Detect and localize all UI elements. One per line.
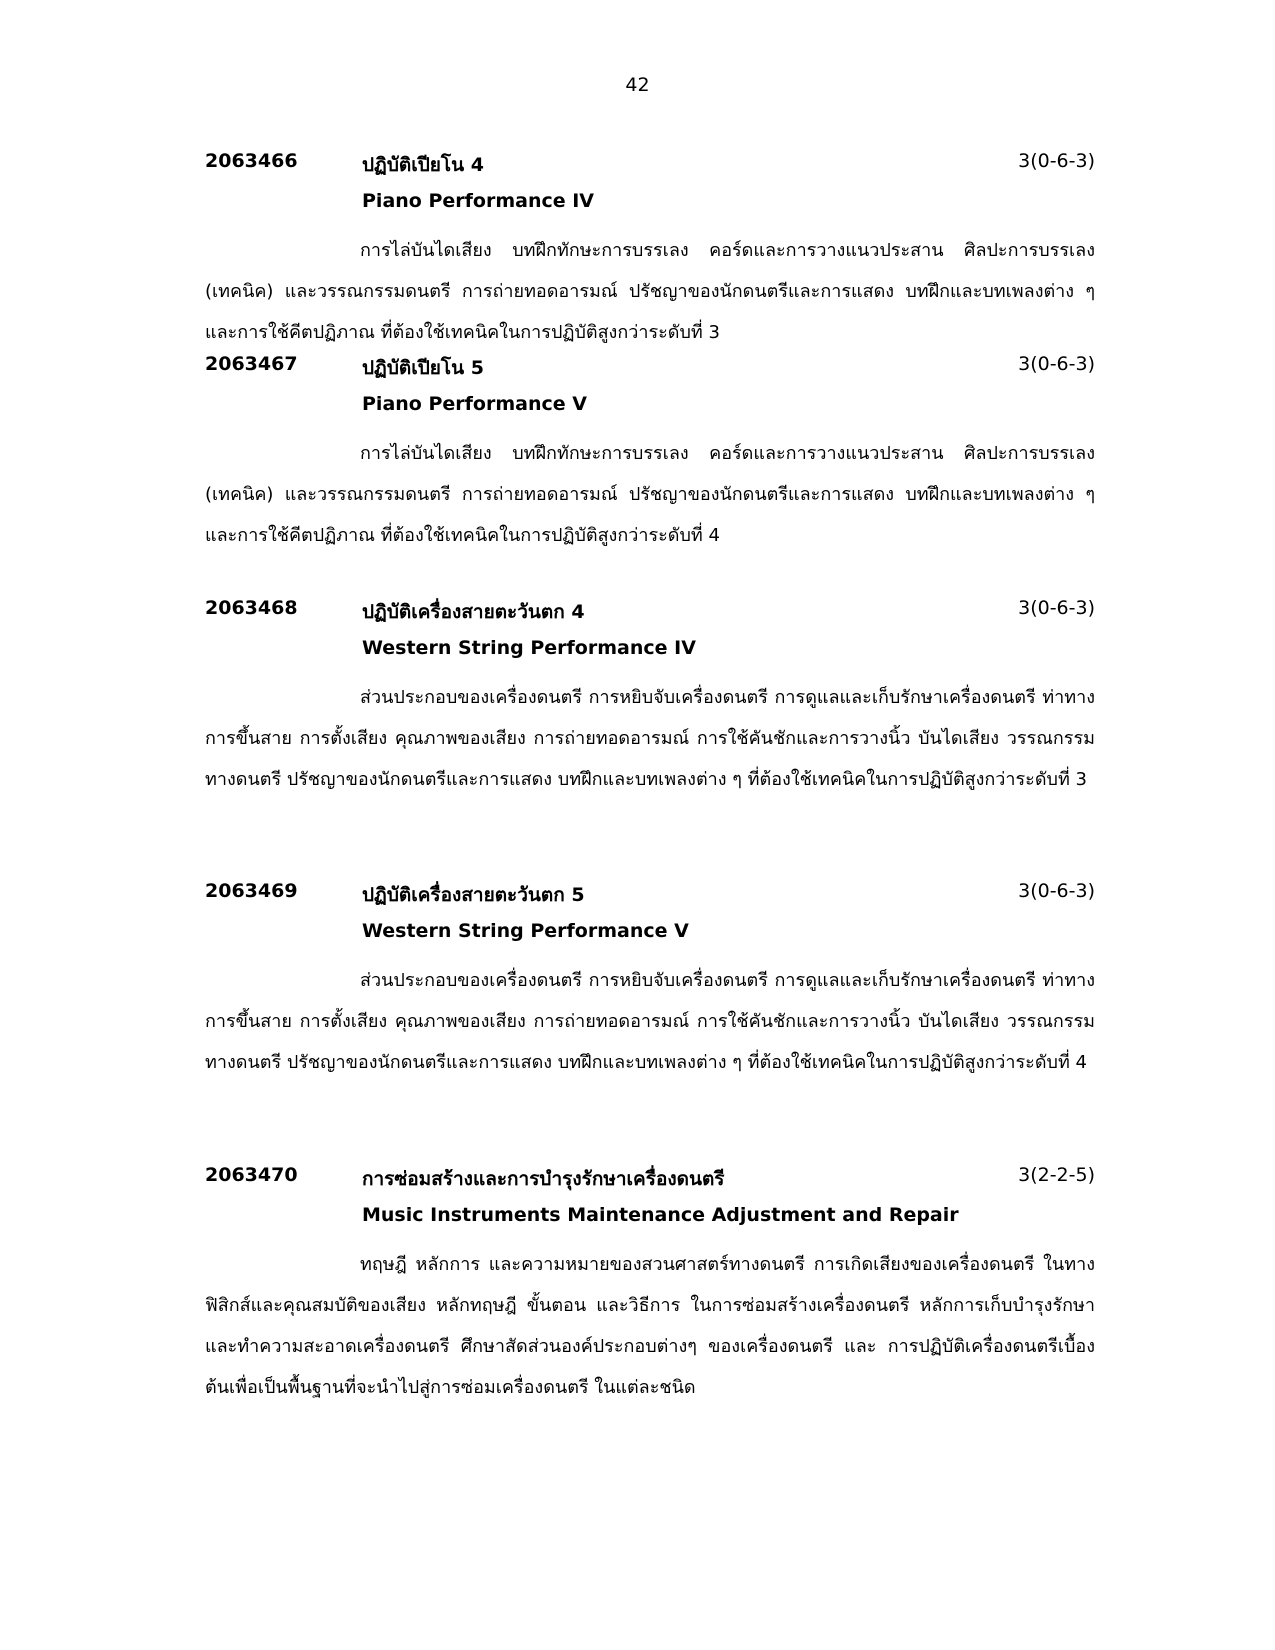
course-entry	[205, 880, 1095, 1083]
course-description: ทฤษฎี หลักการ และความหมายของสวนศาสตร์ทางดนตรี การเกิดเสียงของเครื่องดนตรี ในทางฟิสิกส์และคุณสมบัติของเสียง หลักทฤษฎี ขั้นตอน และวิธีการ ในการซ่อมสร้างเครื่องดนตรี หลักการเก็บบำรุงรักษาและทำความสะอาดเครื่องดนตรี ศึกษาสัดส่วนองค์ประกอบต่างๆ ของเครื่องดนตรี และ การปฏิบัติเครื่องดนตรีเบื้องต้นเพื่อเป็นพื้นฐานที่จะนำไปสู่การซ่อมเครื่องดนตรี ในแต่ละชนิด	[205, 1254, 1095, 1398]
course-title-thai: ปฏิบัติเครื่องสายตะวันตก 4	[362, 601, 585, 623]
course-entry	[205, 353, 1095, 556]
course-title-thai: ปฏิบัติเปียโน 5	[362, 357, 484, 379]
course-code: 2063469	[205, 880, 298, 902]
course-header	[205, 150, 1095, 190]
course-title-english: Piano Performance V	[362, 393, 587, 415]
course-description: ส่วนประกอบของเครื่องดนตรี การหยิบจับเครื่องดนตรี การดูแลและเก็บรักษาเครื่องดนตรี ท่าทาง การขึ้นสาย การตั้งเสียง คุณภาพของเสียง การถ่ายทอดอารมณ์ การใช้คันชักและการวางนิ้ว บันไดเสียง วรรณกรรมทางดนตรี ปรัชญาของนักดนตรีและการแสดง บทฝึกและบทเพลงต่าง ๆ ที่ต้องใช้เทคนิคในการปฏิบัติสูงกว่าระดับที่ 3	[205, 687, 1095, 790]
course-credits: 3(0-6-3)	[1018, 880, 1095, 902]
course-code: 2063466	[205, 150, 298, 172]
course-header	[205, 880, 1095, 920]
course-entry	[205, 597, 1095, 800]
page-number: 42	[625, 74, 650, 96]
course-entry	[205, 150, 1095, 353]
course-title-english: Western String Performance V	[362, 920, 689, 942]
course-credits: 3(0-6-3)	[1018, 353, 1095, 375]
course-title-english: Music Instruments Maintenance Adjustment and Repair	[362, 1204, 959, 1226]
course-code: 2063470	[205, 1164, 298, 1186]
course-header	[205, 353, 1095, 393]
course-title-thai: การซ่อมสร้างและการบำรุงรักษาเครื่องดนตรี	[362, 1168, 725, 1190]
course-title-thai: ปฏิบัติเครื่องสายตะวันตก 5	[362, 884, 585, 906]
course-code: 2063468	[205, 597, 298, 619]
course-credits: 3(0-6-3)	[1018, 150, 1095, 172]
course-title-english: Western String Performance IV	[362, 637, 696, 659]
course-title-english: Piano Performance IV	[362, 190, 595, 212]
course-description: ส่วนประกอบของเครื่องดนตรี การหยิบจับเครื่องดนตรี การดูแลและเก็บรักษาเครื่องดนตรี ท่าทาง การขึ้นสาย การตั้งเสียง คุณภาพของเสียง การถ่ายทอดอารมณ์ การใช้คันชักและการวางนิ้ว บันไดเสียง วรรณกรรมทางดนตรี ปรัชญาของนักดนตรีและการแสดง บทฝึกและบทเพลงต่าง ๆ ที่ต้องใช้เทคนิคในการปฏิบัติสูงกว่าระดับที่ 4	[205, 970, 1095, 1073]
course-description: การไล่บันไดเสียง บทฝึกทักษะการบรรเลง คอร์ดและการวางแนวประสาน ศิลปะการบรรเลง (เทคนิค) และวรรณกรรมดนตรี การถ่ายทอดอารมณ์ ปรัชญาของนักดนตรีและการแสดง บทฝึกและบทเพลงต่าง ๆ และการใช้คีตปฏิภาณ ที่ต้องใช้เทคนิคในการปฏิบัติสูงกว่าระดับที่ 3	[205, 240, 1095, 343]
course-title-thai: ปฏิบัติเปียโน 4	[362, 154, 484, 176]
course-code: 2063467	[205, 353, 298, 375]
course-entry	[205, 1164, 1095, 1408]
course-credits: 3(0-6-3)	[1018, 597, 1095, 619]
course-header	[205, 1164, 1095, 1204]
course-credits: 3(2-2-5)	[1018, 1164, 1095, 1186]
course-description: การไล่บันไดเสียง บทฝึกทักษะการบรรเลง คอร์ดและการวางแนวประสาน ศิลปะการบรรเลง (เทคนิค) และวรรณกรรมดนตรี การถ่ายทอดอารมณ์ ปรัชญาของนักดนตรีและการแสดง บทฝึกและบทเพลงต่าง ๆ และการใช้คีตปฏิภาณ ที่ต้องใช้เทคนิคในการปฏิบัติสูงกว่าระดับที่ 4	[205, 443, 1095, 546]
course-header	[205, 597, 1095, 637]
